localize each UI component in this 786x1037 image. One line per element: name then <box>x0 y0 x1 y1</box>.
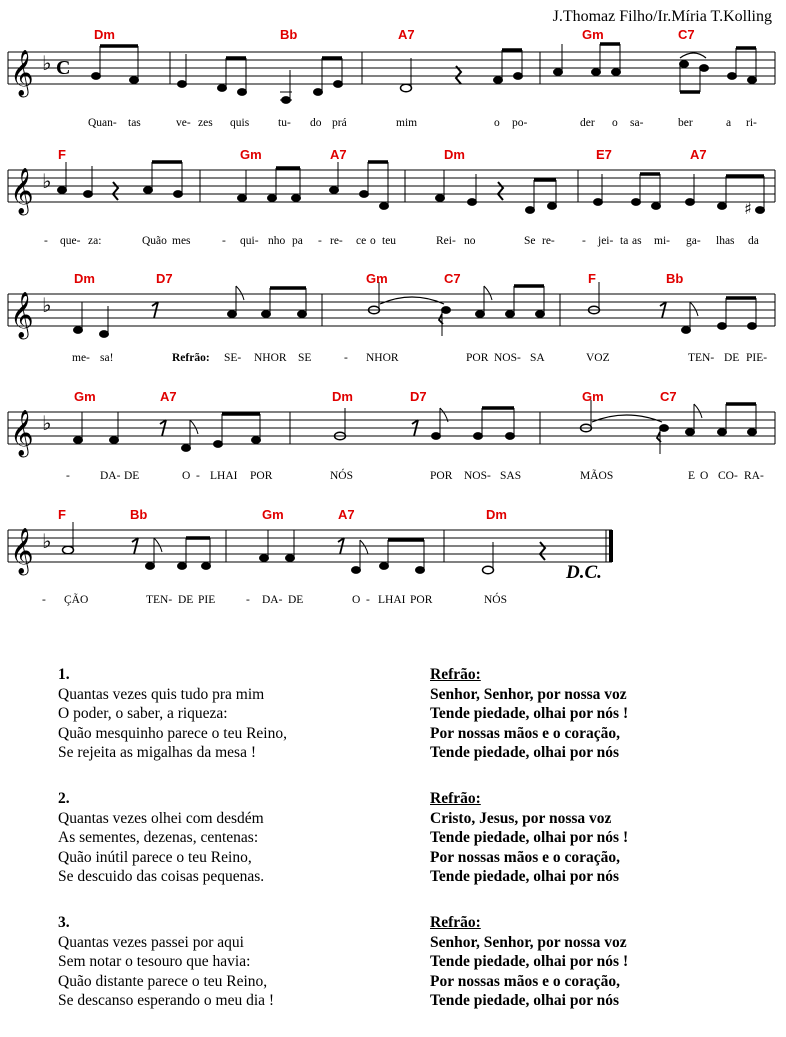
svg-text:C: C <box>56 57 71 79</box>
staff-system-4 <box>0 366 786 496</box>
verse-3 <box>58 913 418 1037</box>
lyric: DE <box>178 594 194 606</box>
lyric: da <box>748 235 759 247</box>
lyric: NOS- <box>494 352 521 364</box>
chord: Bb <box>280 27 298 42</box>
lyric: ta <box>620 235 629 247</box>
chord: A7 <box>338 507 355 522</box>
staff-system-5 <box>0 484 786 614</box>
chord: D7 <box>156 271 173 286</box>
lyric: pa <box>292 235 303 247</box>
lyric: DE <box>288 594 304 606</box>
lyric: - <box>344 352 348 364</box>
lyric: ber <box>678 117 693 129</box>
chord: Bb <box>130 507 148 522</box>
chord: E7 <box>596 147 612 162</box>
lyric: POR <box>410 594 433 606</box>
chord: Dm <box>332 389 353 404</box>
lyric: O <box>182 470 191 482</box>
refrain-title: Refrão: <box>430 790 481 807</box>
lyric: re- <box>542 235 555 247</box>
lyric: - <box>366 594 370 606</box>
svg-text:𝄞: 𝄞 <box>10 410 34 456</box>
chord: Gm <box>366 271 388 286</box>
lyric: o <box>370 235 376 247</box>
chord: A7 <box>160 389 177 404</box>
chord: A7 <box>330 147 347 162</box>
lyric: ÇÃO <box>64 594 89 606</box>
lyric: DE <box>124 470 140 482</box>
chord: C7 <box>678 27 695 42</box>
lyric: PIE- <box>746 352 768 364</box>
lyric: SA <box>530 352 545 364</box>
refrain-line: Tende piedade, olhai por nós ! <box>430 953 629 970</box>
lyric: - <box>196 470 200 482</box>
lyric: - <box>66 470 70 482</box>
lyric: SAS <box>500 470 522 482</box>
refrain-line: Tende piedade, olhai por nós <box>430 992 620 1009</box>
lyric: - <box>44 235 48 247</box>
lyric: NÓS <box>484 594 508 606</box>
lyric: - <box>222 235 226 247</box>
lyric: tu- <box>278 117 291 129</box>
chord: A7 <box>690 147 707 162</box>
refrain-line: Por nossas mãos e o coração, <box>430 972 620 990</box>
lyric: VOZ <box>586 352 610 364</box>
refrain-line: Por nossas mãos e o coração, <box>430 848 620 866</box>
dc-marking: D.C. <box>566 562 602 583</box>
lyric: PIE <box>198 594 216 606</box>
chord: A7 <box>398 27 415 42</box>
verse-line: As sementes, dezenas, centenas: <box>58 829 259 846</box>
lyric: NÓS <box>330 470 354 482</box>
chord: C7 <box>660 389 677 404</box>
chord: Gm <box>582 27 604 42</box>
lyric: - <box>318 235 322 247</box>
lyric: POR <box>430 470 453 482</box>
refrain-line: Cristo, Jesus, por nossa voz <box>430 809 612 827</box>
verse-line: Quantas vezes quis tudo pra mim <box>58 685 265 703</box>
lyric: O <box>700 470 709 482</box>
lyric: za: <box>88 235 102 247</box>
lyric: nho <box>268 235 286 247</box>
lyric: SE <box>298 352 312 364</box>
lyric: ce <box>356 235 367 247</box>
verse-line: Quão mesquinho parece o teu Reino, <box>58 724 287 742</box>
verses-column <box>58 665 418 1037</box>
chord: Gm <box>262 507 284 522</box>
svg-text:♭: ♭ <box>42 51 52 75</box>
lyric: re- <box>330 235 343 247</box>
verse-line: Se rejeita as migalhas da mesa ! <box>58 744 256 761</box>
lyric: NOS- <box>464 470 491 482</box>
lyric: zes <box>198 117 213 129</box>
lyric: ve- <box>176 117 191 129</box>
lyric: mim <box>396 117 418 129</box>
refrain-line: Tende piedade, olhai por nós <box>430 868 620 885</box>
lyric: POR <box>250 470 273 482</box>
svg-text:𝄞: 𝄞 <box>10 50 34 96</box>
lyric: quis <box>230 117 250 129</box>
verse-number: 2. <box>58 790 70 807</box>
lyric: NHOR <box>366 352 399 364</box>
refrain-line: Senhor, Senhor, por nossa voz <box>430 685 627 703</box>
lyric: NHOR <box>254 352 287 364</box>
lyric: ri- <box>746 117 757 129</box>
lyric: DA- <box>262 594 283 606</box>
lyric: O <box>352 594 361 606</box>
refrains-column <box>430 665 760 1037</box>
lyric: sa- <box>630 117 644 129</box>
svg-text:♭: ♭ <box>42 529 52 553</box>
lyric: TEN- <box>688 352 715 364</box>
lyric: mi- <box>654 235 670 247</box>
refrain-2 <box>430 789 760 913</box>
svg-text:𝄞: 𝄞 <box>10 528 34 574</box>
lyric: o <box>494 117 500 129</box>
staff-1 <box>0 0 786 130</box>
lyric: der <box>580 117 595 129</box>
staff-system-1 <box>0 0 786 130</box>
lyric: ga- <box>686 235 701 247</box>
lyric: SE- <box>224 352 242 364</box>
lyric: no <box>464 235 476 247</box>
staff-system-3 <box>0 248 786 378</box>
lyric: jei- <box>598 235 614 247</box>
verse-line: Sem notar o tesouro que havia: <box>58 953 251 970</box>
refrain-line: Tende piedade, olhai por nós <box>430 744 620 761</box>
refrain-line: Senhor, Senhor, por nossa voz <box>430 933 627 951</box>
lyric: Quão <box>142 235 167 247</box>
refrain-title: Refrão: <box>430 914 481 931</box>
chord: Dm <box>74 271 95 286</box>
verse-line: Quantas vezes olhei com desdém <box>58 809 264 827</box>
lyric: - <box>582 235 586 247</box>
chord: Dm <box>486 507 507 522</box>
lyric: sa! <box>100 352 114 364</box>
verse-number: 3. <box>58 914 70 931</box>
lyric: Quan- <box>88 117 117 129</box>
verse-line: Quão inútil parece o teu Reino, <box>58 848 252 866</box>
refrain-line: Por nossas mãos e o coração, <box>430 724 620 742</box>
refrain-3 <box>430 913 760 1037</box>
lyric: - <box>42 594 46 606</box>
chord: Gm <box>582 389 604 404</box>
svg-text:♭: ♭ <box>42 411 52 435</box>
chord: Bb <box>666 271 684 286</box>
lyric: LHAI <box>378 594 406 606</box>
chord: Dm <box>94 27 115 42</box>
lyric: CO- <box>718 470 738 482</box>
lyric: o <box>612 117 618 129</box>
verse-2 <box>58 789 418 913</box>
lyric: DA- <box>100 470 121 482</box>
lyric: mes <box>172 235 191 247</box>
lyric: tas <box>128 117 141 129</box>
lyric: E <box>688 470 696 482</box>
verse-line: Quão distante parece o teu Reino, <box>58 972 268 990</box>
svg-text:𝄞: 𝄞 <box>10 168 34 214</box>
chord: D7 <box>410 389 427 404</box>
verse-line: O poder, o saber, a riqueza: <box>58 705 228 722</box>
lyric: MÃOS <box>580 470 614 482</box>
lyric: as <box>632 235 642 247</box>
lyric: Se <box>524 235 536 247</box>
verse-line: Se descanso esperando o meu dia ! <box>58 992 275 1009</box>
lyric: teu <box>382 235 397 247</box>
lyric: TEN- <box>146 594 173 606</box>
refrain-line: Tende piedade, olhai por nós ! <box>430 829 629 846</box>
lyric: LHAI <box>210 470 238 482</box>
svg-text:♭: ♭ <box>42 293 52 317</box>
lyric: do <box>310 117 322 129</box>
svg-text:♯: ♯ <box>744 199 752 218</box>
refrain-title: Refrão: <box>430 666 481 683</box>
refrain-label: Refrão: <box>172 352 210 364</box>
lyric: RA- <box>744 470 764 482</box>
lyric: a <box>726 117 732 129</box>
verse-line: Se descuido das coisas pequenas. <box>58 868 265 885</box>
chord: Gm <box>74 389 96 404</box>
lyric: qui- <box>240 235 259 247</box>
lyric: Rei- <box>436 235 456 247</box>
composer-credit: J.Thomaz Filho/Ir.Míria T.Kolling <box>552 8 772 25</box>
lyric: DE <box>724 352 740 364</box>
lyric: me- <box>72 352 90 364</box>
staff-system-2 <box>0 124 786 254</box>
chord: F <box>58 147 66 162</box>
chord: Dm <box>444 147 465 162</box>
svg-text:♭: ♭ <box>42 169 52 193</box>
verse-1 <box>58 665 418 789</box>
lyric: po- <box>512 117 528 129</box>
verse-number: 1. <box>58 666 70 683</box>
svg-text:𝄞: 𝄞 <box>10 292 34 338</box>
chord: F <box>58 507 66 522</box>
lyric: que- <box>60 235 81 247</box>
lyric: prá <box>332 117 347 129</box>
verse-line: Quantas vezes passei por aqui <box>58 933 244 951</box>
chord: F <box>588 271 596 286</box>
refrain-line: Tende piedade, olhai por nós ! <box>430 705 629 722</box>
lyric: - <box>246 594 250 606</box>
chord: Gm <box>240 147 262 162</box>
lyric: lhas <box>716 235 735 247</box>
chord: C7 <box>444 271 461 286</box>
lyric: POR <box>466 352 489 364</box>
refrain-1 <box>430 665 760 789</box>
